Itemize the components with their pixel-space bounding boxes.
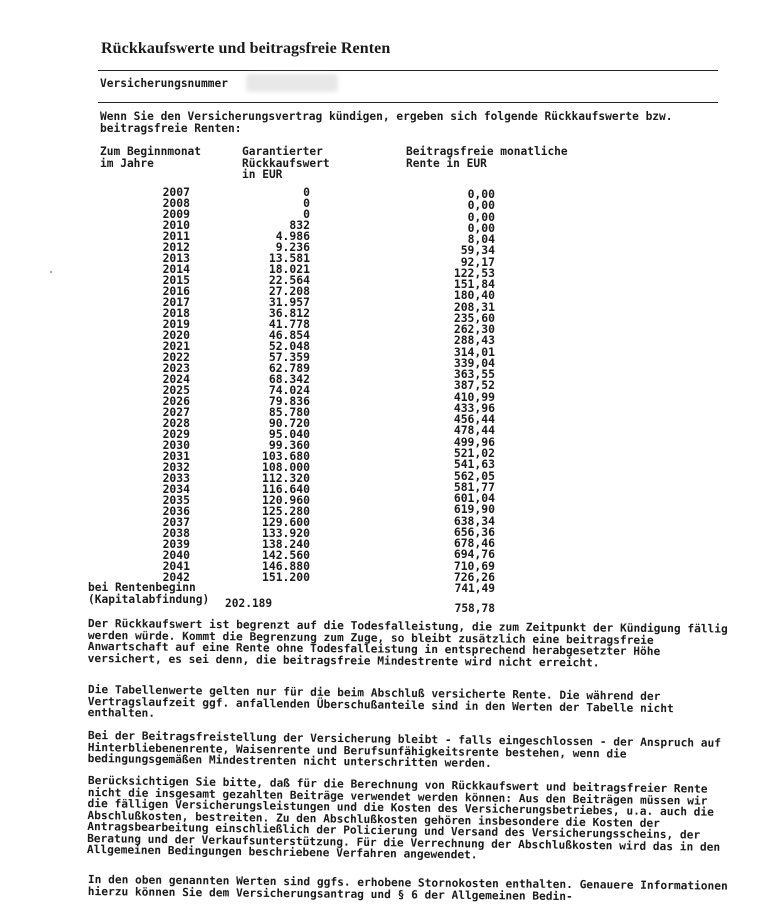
row-year: 2009: [162, 207, 190, 221]
row-year: 2011: [162, 229, 190, 243]
row-year: 2017: [162, 295, 190, 309]
row-pension: 638,34: [453, 514, 495, 528]
row-surrender-value: 133.920: [261, 526, 310, 540]
policy-number-label: Versicherungsnummer: [100, 77, 228, 90]
table-row: [0, 218, 768, 235]
row-year: 2036: [162, 504, 190, 518]
retirement-value: 202.189: [225, 597, 273, 610]
scan-speck: [50, 271, 52, 273]
row-surrender-value: 151.200: [261, 570, 310, 584]
row-surrender-value: 95.040: [268, 427, 310, 441]
row-surrender-value: 120.960: [261, 493, 310, 507]
row-pension: 151,84: [453, 277, 495, 291]
row-year: 2019: [162, 317, 190, 331]
row-pension: 581,77: [453, 480, 495, 494]
table-row: [0, 196, 768, 212]
retirement-label: bei Rentenbeginn (Kapitalabfindung): [88, 581, 210, 606]
row-pension: 694,76: [453, 547, 495, 561]
row-surrender-value: 46.854: [268, 328, 310, 342]
row-surrender-value: 27.208: [268, 284, 310, 298]
row-pension: 433,96: [453, 401, 495, 415]
row-year: 2038: [162, 526, 190, 540]
row-surrender-value: 116.640: [261, 482, 310, 496]
row-surrender-value: 22.564: [268, 273, 310, 287]
row-surrender-value: 79.836: [268, 394, 310, 408]
row-year: 2034: [162, 482, 190, 496]
row-year: 2014: [162, 262, 190, 276]
row-surrender-value: 146.880: [261, 559, 310, 573]
row-surrender-value: 0: [303, 196, 310, 210]
row-surrender-value: 138.240: [261, 537, 310, 551]
row-surrender-value: 62.789: [268, 361, 310, 375]
header-year: Zum Beginnmonat im Jahre: [100, 145, 202, 170]
row-surrender-value: 108.000: [261, 460, 310, 474]
intro-text: Wenn Sie den Versicherungsvertrag kündigen, ergeben sich folgende Rückkaufswerte bzw. beitragsfreie Renten:: [100, 110, 673, 135]
row-pension: 314,01: [453, 345, 495, 359]
row-pension: 122,53: [453, 266, 495, 280]
row-pension: 8,04: [467, 232, 495, 246]
row-year: 2042: [162, 570, 190, 584]
row-year: 2030: [162, 438, 190, 452]
row-pension: 0,00: [467, 187, 495, 201]
page-title: Rückkaufswerte und beitragsfreie Renten: [101, 40, 391, 57]
row-surrender-value: 18.021: [268, 262, 310, 276]
row-year: 2018: [162, 306, 190, 320]
paragraph-4: Berücksichtigen Sie bitte, daß für die Berechnung von Rückkaufswert und beitragsfreier Rente nicht die insgesamt gezahlten Beiträge verwendet werden können: Aus den Beiträgen müssen wir die fälligen Versicherungsleistungen und die Kosten des Versicherungsbetriebes, u.a. auch die Abschlußkosten, bestreiten. Zu den Abschlußkosten gehören insbesondere die Kosten der Antragsbearbeitung einschließlich der Policierung und Versand des Versicherungsscheins, der Beratung und der Verkaufsunterstützung. Für die Verrechnung der Abschlußkosten wird das in den Allgemeinen Bedingungen beschriebene Verfahren angewendet.: [86, 774, 721, 862]
row-year: 2029: [162, 427, 190, 441]
row-pension: 521,02: [453, 446, 495, 460]
row-pension: 288,43: [453, 333, 495, 347]
row-pension: 456,44: [453, 412, 495, 426]
row-pension: 499,96: [453, 435, 495, 449]
row-surrender-value: 90.720: [268, 416, 310, 430]
row-pension: 59,34: [460, 243, 495, 257]
row-pension: 0,00: [467, 198, 495, 212]
header-surrender-value: Garantierter Rückkaufswert in EUR: [242, 145, 330, 181]
row-pension: 339,04: [453, 356, 495, 370]
row-pension: 0,00: [467, 210, 495, 224]
divider-top: [98, 70, 718, 71]
row-pension: 710,69: [453, 559, 495, 573]
row-year: 2035: [162, 493, 190, 507]
table-row: [0, 240, 768, 257]
row-surrender-value: 0: [303, 207, 310, 221]
row-year: 2037: [162, 515, 190, 529]
row-surrender-value: 68.342: [268, 372, 310, 386]
row-year: 2026: [162, 394, 190, 408]
row-pension: 0,00: [467, 221, 495, 235]
paragraph-1: Der Rückkaufswert ist begrenzt auf die Todesfalleistung, die zum Zeitpunkt der Kündigung fällig werden würde. Kommt die Begrenzung zum Zuge, so bleibt zusätzlich eine beitragsfreie Anwartschaft auf eine Rente ohne Todesfalleistung in entsprechend herabgesetzter Höhe versichert, es sei denn, die beitragsfreie Mindestrente wird nicht erreicht.: [87, 617, 728, 669]
policy-number-redacted: [246, 74, 338, 92]
row-year: 2024: [162, 372, 190, 386]
row-pension: 262,30: [453, 322, 495, 336]
row-year: 2039: [162, 537, 190, 551]
surrender-table: [0, 187, 768, 583]
row-surrender-value: 832: [289, 218, 310, 232]
row-surrender-value: 52.048: [268, 339, 310, 353]
row-surrender-value: 41.778: [268, 317, 310, 331]
row-year: 2040: [162, 548, 190, 562]
row-surrender-value: 4.986: [275, 229, 310, 243]
row-pension: 726,26: [453, 570, 495, 584]
row-year: 2020: [162, 328, 190, 342]
divider-policy: [98, 102, 718, 103]
row-pension: 387,52: [453, 378, 495, 392]
row-surrender-value: 31.957: [268, 295, 310, 309]
row-pension: 541,63: [453, 457, 495, 471]
row-pension: 92,17: [460, 255, 495, 269]
row-pension: 208,31: [453, 300, 495, 314]
retirement-pension: 758,78: [454, 602, 495, 615]
row-year: 2025: [162, 383, 190, 397]
row-year: 2015: [162, 273, 190, 287]
row-surrender-value: 129.600: [261, 515, 310, 529]
row-pension: 410,99: [453, 390, 495, 404]
row-year: 2027: [162, 405, 190, 419]
row-year: 2021: [162, 339, 190, 353]
row-surrender-value: 9.236: [275, 240, 310, 254]
row-year: 2010: [162, 218, 190, 232]
row-year: 2022: [162, 350, 190, 364]
row-year: 2016: [162, 284, 190, 298]
row-surrender-value: 103.680: [261, 449, 310, 463]
row-pension: 601,04: [453, 491, 495, 505]
row-year: 2032: [162, 460, 190, 474]
row-pension: 678,46: [453, 536, 495, 550]
row-pension: 619,90: [453, 502, 495, 516]
row-surrender-value: 13.581: [268, 251, 310, 265]
row-pension: 180,40: [453, 288, 495, 302]
row-surrender-value: 57.359: [268, 350, 310, 364]
paragraph-5: In den oben genannten Werten sind ggfs. erhobene Stornokosten enthalten. Genauere Informationen hierzu können Sie dem Versicherungsantrag und § 6 der Allgemeinen Bedin-: [87, 873, 728, 903]
table-row: [0, 229, 768, 246]
row-surrender-value: 99.360: [268, 438, 310, 452]
paragraph-3: Bei der Beitragsfreistellung der Versicherung bleibt - falls eingeschlossen - der Anspruch auf Hinterbliebenenrente, Waisenrente und Berufsunfähigkeitsrente bestehen, wenn die bedingungsgemäßen Mindestrenten nicht unterschritten werden.: [87, 729, 722, 770]
row-2042-pension-overflow: 741,49: [454, 582, 495, 595]
row-pension: 656,36: [453, 525, 495, 539]
row-surrender-value: 85.780: [268, 405, 310, 419]
row-pension: 363,55: [453, 367, 495, 381]
row-surrender-value: 112.320: [261, 471, 310, 485]
row-year: 2033: [162, 471, 190, 485]
row-year: 2028: [162, 416, 190, 430]
row-pension: 562,05: [453, 469, 495, 483]
table-row: [0, 185, 768, 201]
row-surrender-value: 0: [303, 185, 310, 199]
row-year: 2007: [162, 185, 190, 199]
row-surrender-value: 36.812: [268, 306, 310, 320]
row-year: 2031: [162, 449, 190, 463]
row-surrender-value: 74.024: [268, 383, 310, 397]
row-year: 2008: [162, 196, 190, 210]
row-year: 2023: [162, 361, 190, 375]
row-surrender-value: 142.560: [261, 548, 310, 562]
row-year: 2041: [162, 559, 190, 573]
row-pension: 478,44: [453, 423, 495, 437]
row-pension: 235,60: [453, 311, 495, 325]
table-row: [0, 207, 768, 224]
header-pension: Beitragsfreie monatliche Rente in EUR: [406, 145, 568, 170]
paragraph-2: Die Tabellenwerte gelten nur für die beim Abschluß versicherte Rente. Die während der Vertragslaufzeit ggf. anfallenden Überschußanteile sind in den Werten der Tabelle nicht enthalten.: [87, 683, 674, 720]
row-year: 2013: [162, 251, 190, 265]
row-year: 2012: [162, 240, 190, 254]
row-surrender-value: 125.280: [261, 504, 310, 518]
